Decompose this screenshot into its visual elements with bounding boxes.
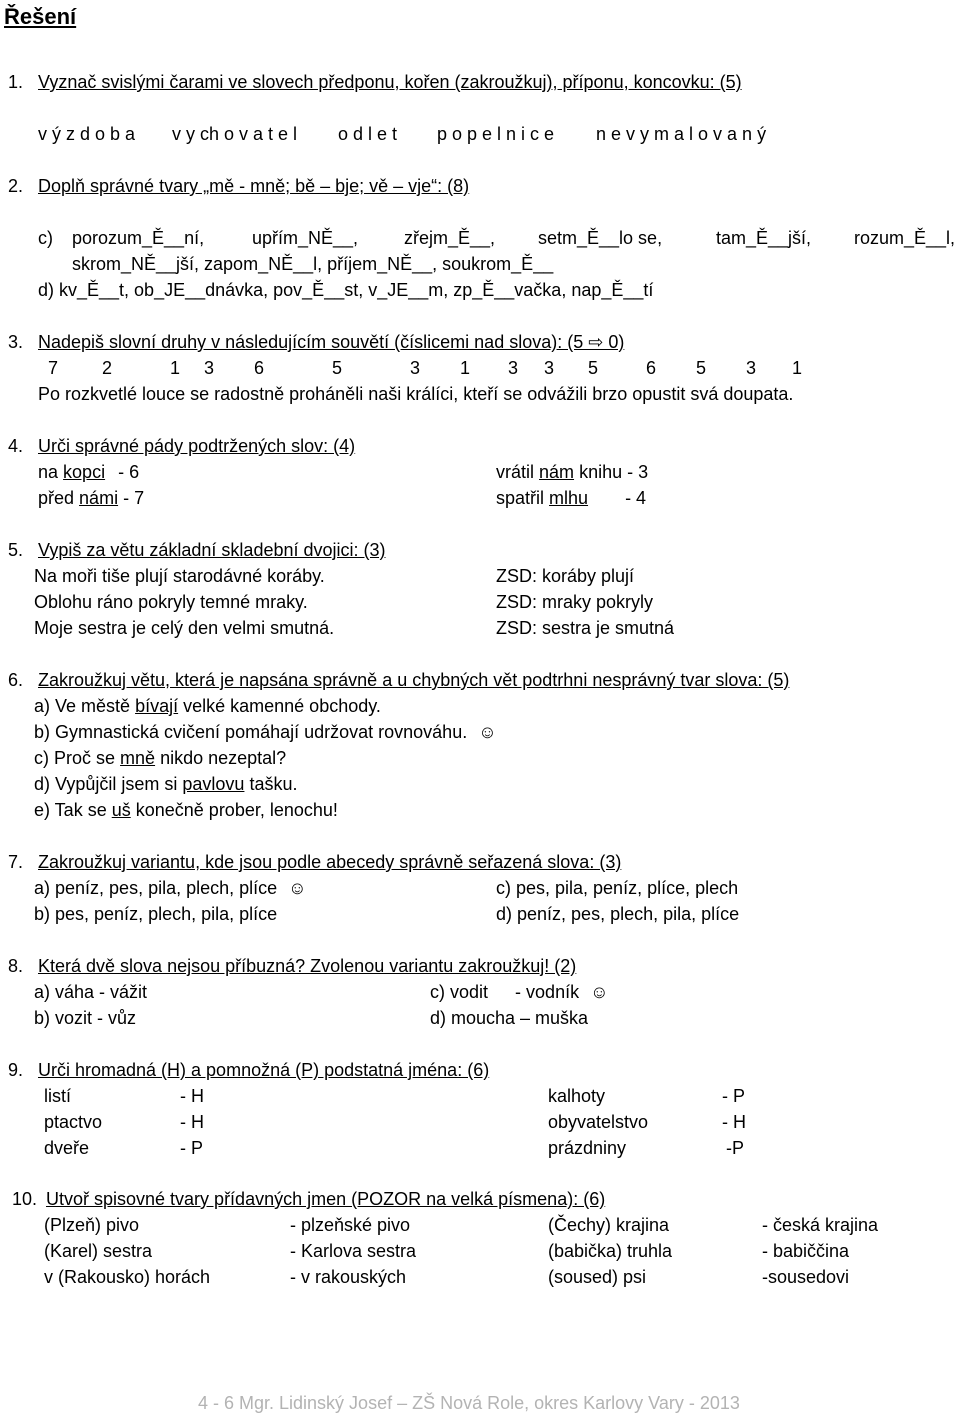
q2-c-item-6: rozum_Ě__l, bbox=[854, 228, 956, 248]
q4-b-prefix: před bbox=[38, 488, 75, 508]
q4-item-d bbox=[496, 487, 646, 509]
q8-c-left: c) vodit bbox=[430, 982, 489, 1002]
q5-number: 5. bbox=[8, 540, 24, 560]
q2-c-item-4: setm_Ě__lo se, bbox=[538, 228, 663, 248]
q6-option-b bbox=[34, 721, 497, 743]
q6-e-word: uš bbox=[111, 800, 131, 820]
q5-zsd: ZSD: koráby plují bbox=[496, 566, 635, 586]
q3-pos-number: 5 bbox=[696, 358, 707, 378]
q8-option-d: d) moucha – muška bbox=[430, 1008, 589, 1028]
q2-c-item-3: zřejm_Ě__, bbox=[404, 228, 496, 248]
q10-answer: - Karlova sestra bbox=[290, 1241, 417, 1261]
q4-instruction: Urči správné pády podtržených slov: (4) bbox=[38, 436, 356, 456]
q9-word: dveře bbox=[44, 1138, 90, 1158]
q10-answer: - babiččina bbox=[762, 1241, 850, 1261]
q9-number: 9. bbox=[8, 1060, 24, 1080]
q4-c-word: nám bbox=[539, 462, 575, 482]
q4-a-word: kopci bbox=[63, 462, 106, 482]
q1-word-4: p o p e l n i c e bbox=[437, 124, 555, 144]
q6-e-post: konečně prober, lenochu! bbox=[135, 800, 338, 820]
q8-option-c bbox=[430, 981, 608, 1003]
q10-answer: - česká krajina bbox=[762, 1215, 879, 1235]
q9-word: prázdniny bbox=[548, 1138, 627, 1158]
q8-number: 8. bbox=[8, 956, 24, 976]
q6-a-word: bívají bbox=[135, 696, 179, 716]
q5-sentence: Oblohu ráno pokryly temné mraky. bbox=[34, 592, 308, 612]
q4-d-word: mlhu bbox=[549, 488, 589, 508]
q7-option-d: d) peníz, pes, plech, pila, plíce bbox=[496, 904, 740, 924]
q6-option-e bbox=[34, 799, 338, 821]
q2-instruction: Doplň správné tvary „mě - mně; bě – bje; vě – vje“: (8) bbox=[38, 176, 470, 196]
q3-pos-number: 3 bbox=[544, 358, 555, 378]
q5-sentence: Moje sestra je celý den velmi smutná. bbox=[34, 618, 335, 638]
page-title: Řešení bbox=[4, 4, 77, 29]
q4-item-b bbox=[38, 487, 144, 509]
q2-c-item-2: upřím_NĚ__, bbox=[252, 228, 359, 248]
q4-b-case: - 7 bbox=[123, 488, 145, 508]
q9-word: ptactvo bbox=[44, 1112, 103, 1132]
q7-option-c: c) pes, pila, peníz, plíce, plech bbox=[496, 878, 739, 898]
q2-c-line-2: skrom_NĚ__jší, zapom_NĚ__l, příjem_NĚ__, soukrom_Ě__ bbox=[72, 254, 554, 274]
q4-item-a bbox=[38, 461, 139, 483]
q9-answer: - H bbox=[180, 1112, 204, 1132]
q6-instruction: Zakroužkuj větu, která je napsána správně a u chybných vět podtrhni nesprávný tvar slova: (5) bbox=[38, 670, 790, 690]
q7-number: 7. bbox=[8, 852, 24, 872]
q7-option-a bbox=[34, 877, 307, 899]
q4-c-post: knihu - bbox=[579, 462, 634, 482]
q10-input: v (Rakousko) horách bbox=[44, 1267, 211, 1287]
q4-a-case: - 6 bbox=[118, 462, 140, 482]
q3-pos-number: 3 bbox=[204, 358, 215, 378]
q3-pos-number: 6 bbox=[254, 358, 265, 378]
q3-pos-number: 7 bbox=[48, 358, 59, 378]
q9-answer: - H bbox=[722, 1112, 746, 1132]
q3-pos-number: 3 bbox=[746, 358, 757, 378]
q1-word-1: v ý z d o b a bbox=[38, 124, 136, 144]
q6-c-post: nikdo nezeptal? bbox=[160, 748, 287, 768]
q3-pos-number: 1 bbox=[460, 358, 471, 378]
q10-instruction: Utvoř spisovné tvary přídavných jmen (POZOR na velká písmena): (6) bbox=[46, 1189, 606, 1209]
smiley-icon: ☺ bbox=[590, 982, 609, 1002]
q4-item-c bbox=[496, 461, 648, 483]
q2-c-item-5: tam_Ě__jší, bbox=[716, 228, 812, 248]
q6-d-pre: d) Vypůjčil jsem si bbox=[34, 774, 178, 794]
q6-option-c bbox=[34, 747, 286, 769]
q5-sentence: Na moři tiše plují starodávné koráby. bbox=[34, 566, 325, 586]
q9-answer: -P bbox=[726, 1138, 744, 1158]
q5-zsd: ZSD: mraky pokryly bbox=[496, 592, 654, 612]
q4-a-prefix: na bbox=[38, 462, 59, 482]
q1-number: 1. bbox=[8, 72, 24, 92]
q4-d-prefix: spatřil bbox=[496, 488, 545, 508]
q3-pos-number: 5 bbox=[332, 358, 343, 378]
q4-d-case: - 4 bbox=[625, 488, 647, 508]
q4-b-word: námi bbox=[79, 488, 119, 508]
q6-a-pre: a) Ve městě bbox=[34, 696, 131, 716]
q10-input: (Karel) sestra bbox=[44, 1241, 153, 1261]
q7-option-b: b) pes, peníz, plech, pila, plíce bbox=[34, 904, 278, 924]
q10-number: 10. bbox=[12, 1189, 38, 1209]
q4-c-prefix: vrátil bbox=[496, 462, 535, 482]
q6-c-pre: c) Proč se bbox=[34, 748, 116, 768]
q3-pos-number: 1 bbox=[170, 358, 181, 378]
q6-option-d bbox=[34, 773, 297, 795]
q9-instruction: Urči hromadná (H) a pomnožná (P) podstatná jména: (6) bbox=[38, 1060, 490, 1080]
q10-answer: -sousedovi bbox=[762, 1267, 850, 1287]
q2-c-label: c) bbox=[38, 228, 53, 248]
q3-pos-number: 1 bbox=[792, 358, 803, 378]
q9-word: obyvatelstvo bbox=[548, 1112, 649, 1132]
q8-option-b: b) vozit - vůz bbox=[34, 1008, 137, 1028]
q10-input: (Plzeň) pivo bbox=[44, 1215, 140, 1235]
q3-pos-number: 6 bbox=[646, 358, 657, 378]
page-footer: 4 - 6 Mgr. Lidinský Josef – ZŠ Nová Role, okres Karlovy Vary - 2013 bbox=[198, 1393, 740, 1413]
q10-input: (Čechy) krajina bbox=[548, 1215, 670, 1235]
q3-instruction: Nadepiš slovní druhy v následujícím souvětí (číslicemi nad slova): (5 ⇨ 0) bbox=[38, 332, 625, 352]
q1-word-2: v y ch o v a t e l bbox=[172, 124, 298, 144]
q9-word: listí bbox=[44, 1086, 71, 1106]
q10-answer: - plzeňské pivo bbox=[290, 1215, 411, 1235]
q1-word-5: n e v y m a l o v a n ý bbox=[596, 124, 767, 144]
q10-answer: - v rakouských bbox=[290, 1267, 407, 1287]
q3-pos-number: 3 bbox=[508, 358, 519, 378]
q2-d-line: d) kv_Ě__t, ob_JE__dnávka, pov_Ě__st, v_JE__m, zp_Ě__vačka, nap_Ě__tí bbox=[38, 280, 654, 300]
q6-a-post: velké kamenné obchody. bbox=[183, 696, 381, 716]
q6-c-word: mně bbox=[120, 748, 156, 768]
q2-c-item-1: porozum_Ě__ní, bbox=[72, 228, 205, 248]
q3-sentence: Po rozkvetlé louce se radostně proháněli naši králíci, kteří se odvážili brzo opustit svá doupata. bbox=[38, 384, 794, 404]
q1-instruction: Vyznač svislými čarami ve slovech předponu, kořen (zakroužkuj), příponu, koncovku: (5) bbox=[38, 72, 742, 92]
q9-word: kalhoty bbox=[548, 1086, 606, 1106]
q7-instruction: Zakroužkuj variantu, kde jsou podle abecedy správně seřazená slova: (3) bbox=[38, 852, 622, 872]
smiley-icon: ☺ bbox=[288, 878, 307, 898]
q6-e-pre: e) Tak se bbox=[34, 800, 107, 820]
q10-input: (babička) truhla bbox=[548, 1241, 673, 1261]
q6-number: 6. bbox=[8, 670, 24, 690]
q8-instruction: Která dvě slova nejsou příbuzná? Zvolenou variantu zakroužkuj! (2) bbox=[38, 956, 577, 976]
q9-answer: - P bbox=[180, 1138, 204, 1158]
q1-word-3: o d l e t bbox=[338, 124, 398, 144]
q5-instruction: Vypiš za větu základní skladební dvojici: (3) bbox=[38, 540, 386, 560]
q3-number: 3. bbox=[8, 332, 24, 352]
q6-b-text: b) Gymnastická cvičení pomáhají udržovat rovnováhu. bbox=[34, 722, 468, 742]
q8-option-a: a) váha - vážit bbox=[34, 982, 148, 1002]
smiley-icon: ☺ bbox=[478, 722, 497, 742]
q6-option-a bbox=[34, 695, 381, 717]
q2-number: 2. bbox=[8, 176, 24, 196]
q5-zsd: ZSD: sestra je smutná bbox=[496, 618, 675, 638]
q3-pos-number: 5 bbox=[588, 358, 599, 378]
q6-d-post: tašku. bbox=[249, 774, 298, 794]
q4-c-case: 3 bbox=[638, 462, 649, 482]
q3-pos-number: 2 bbox=[102, 358, 113, 378]
q8-c-right: - vodník bbox=[515, 982, 580, 1002]
q6-d-word: pavlovu bbox=[182, 774, 245, 794]
q9-answer: - P bbox=[722, 1086, 746, 1106]
q10-input: (soused) psi bbox=[548, 1267, 647, 1287]
q4-number: 4. bbox=[8, 436, 24, 456]
q9-answer: - H bbox=[180, 1086, 204, 1106]
q7-a-text: a) peníz, pes, pila, plech, plíce bbox=[34, 878, 278, 898]
q3-pos-number: 3 bbox=[410, 358, 421, 378]
